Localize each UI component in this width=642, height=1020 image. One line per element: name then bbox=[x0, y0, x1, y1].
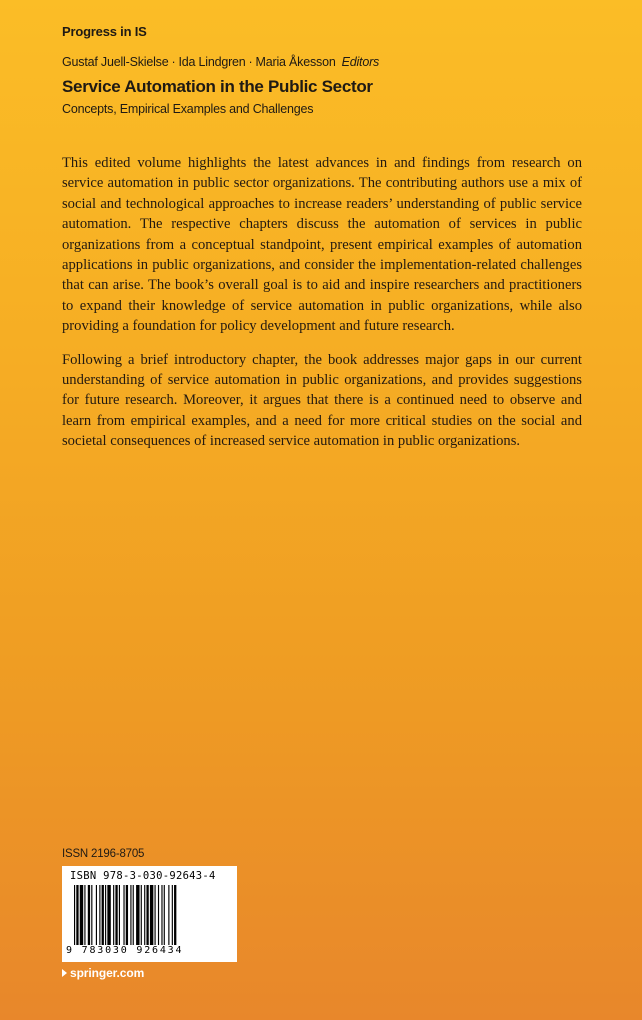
barcode-bar bbox=[164, 885, 165, 945]
editors-line bbox=[62, 55, 379, 69]
publisher-link[interactable] bbox=[62, 966, 144, 980]
barcode-bar bbox=[172, 885, 173, 945]
barcode-bar bbox=[126, 885, 128, 945]
book-subtitle: Concepts, Empirical Examples and Challenges bbox=[62, 102, 314, 116]
barcode-bar bbox=[107, 885, 110, 945]
editor-separator: · bbox=[171, 55, 176, 69]
barcode-bars bbox=[74, 885, 229, 945]
barcode-bar bbox=[115, 885, 117, 945]
ean-digits: 9 783030 926434 bbox=[66, 945, 184, 956]
blurb-paragraph: This edited volume highlights the latest advances in and findings from research on service automation in public sector organizations. The contributing authors use a mix of social and technological approaches to increase readers’ understanding of public service automation. The respective chapters discuss the automation of services in public organizations from a conceptual standpoint, present empirical examples of automation applications in public organizations, and consider the implementation-related challenges that can arise. The book’s overall goal is to aid and inspire researchers and practitioners to expand their knowledge of service automation in public organizations, while also providing a foundation for policy development and future research. bbox=[62, 155, 582, 335]
blurb-text bbox=[62, 153, 582, 465]
barcode-bar bbox=[102, 885, 104, 945]
editor-name: Ida Lindgren bbox=[178, 55, 246, 69]
barcode-bar bbox=[91, 885, 92, 945]
barcode-bar bbox=[155, 885, 156, 945]
editor-separator: · bbox=[248, 55, 253, 69]
barcode-box bbox=[62, 866, 237, 962]
barcode-bar bbox=[168, 885, 169, 945]
editor-name: Gustaf Juell-Skielse bbox=[62, 55, 169, 69]
issn-number: ISSN 2196-8705 bbox=[62, 848, 145, 860]
barcode-bar bbox=[141, 885, 142, 945]
barcode-bar bbox=[74, 885, 75, 945]
publisher-url: springer.com bbox=[70, 966, 145, 980]
isbn-text: ISBN 978-3-030-92643-4 bbox=[70, 870, 216, 882]
barcode-bar bbox=[113, 885, 114, 945]
barcode-bar bbox=[84, 885, 85, 945]
series-name: Progress in IS bbox=[62, 24, 147, 39]
barcode-bar bbox=[150, 885, 153, 945]
barcode-bar bbox=[161, 885, 162, 945]
barcode-bar bbox=[99, 885, 100, 945]
barcode-bar bbox=[133, 885, 134, 945]
barcode-bar bbox=[119, 885, 120, 945]
arrow-right-icon bbox=[62, 969, 67, 977]
barcode-bar bbox=[144, 885, 145, 945]
book-title: Service Automation in the Public Sector bbox=[62, 77, 373, 96]
barcode-bar bbox=[146, 885, 148, 945]
barcode-bar bbox=[96, 885, 97, 945]
blurb-paragraph: Following a brief introductory chapter, the book addresses major gaps in our current understanding of service automation in public organizations, and provides suggestions for future research. Moreover, it argues that there is a continued need to observe and learn from empirical examples, and a need for more critical studies on the social and societal consequences of increased service automation in public organizations. bbox=[62, 351, 582, 450]
barcode-bar bbox=[105, 885, 106, 945]
barcode-bar bbox=[136, 885, 139, 945]
barcode-bar bbox=[88, 885, 90, 945]
barcode-bar bbox=[174, 885, 176, 945]
barcode-bar bbox=[80, 885, 83, 945]
barcode-bar bbox=[76, 885, 78, 945]
barcode-bar bbox=[130, 885, 131, 945]
editors-role: Editors bbox=[341, 55, 380, 69]
barcode-bar bbox=[123, 885, 124, 945]
editor-name: Maria Åkesson bbox=[255, 55, 336, 69]
barcode-bar bbox=[158, 885, 159, 945]
